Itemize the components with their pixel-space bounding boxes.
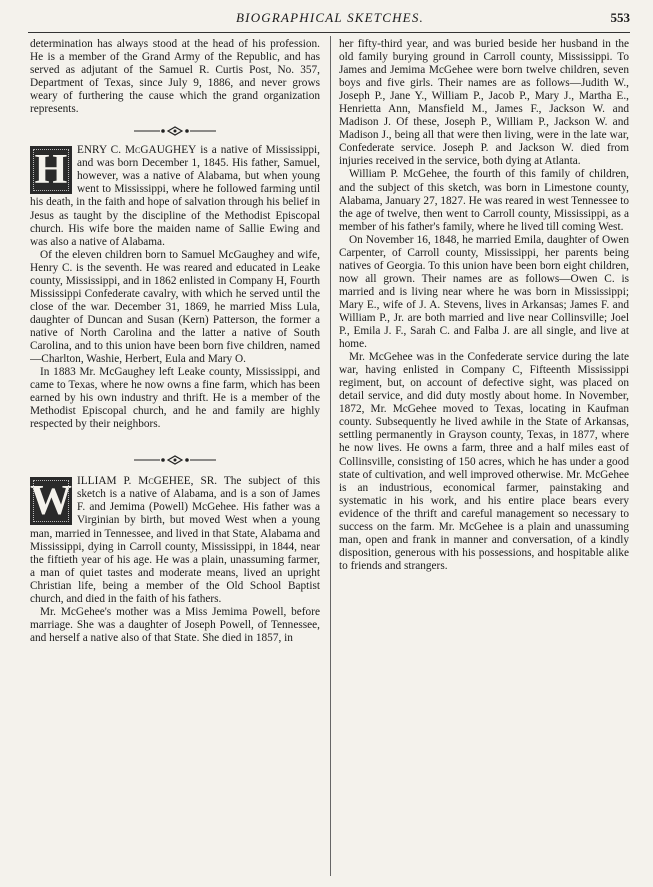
right-column <box>339 38 629 883</box>
paragraph-continuation: determination has always stood at the head of his profession. He is a member of the Grand Army of the Republic, and has served as adjutant of the Samuel R. Curtis Post, No. 357, Department of Texas, since July 9, 1886, and never grows weary of furthering the cause which the grand organization represents. <box>30 38 320 116</box>
section-ornament <box>30 453 320 475</box>
subject-name: ILLIAM P. McGEHEE, SR. <box>77 475 218 488</box>
paragraph: Mr. McGehee was in the Confederate service during the late war, having enlisted in Company C, Fifteenth Mississippi regiment, but, on account of defective sight, was placed on detail service, and did duty mostly about home. In November, 1872, Mr. McGehee moved to Texas, locating in Kaufman county. Subsequently he lived awhile in the State of Arkansas, settling permanently in Grayson county, Texas, in 1877, where he now lives. He owns a farm, three and a half miles east of Collinsville, consisting of 150 acres, which he has under a good state of cultivation, and well improved otherwise. Mr. McGehee is an industrious, economical farmer, painstaking and systematic in his work, and his entire place bears every evidence of the thrift and careful management so necessary to success on the farm. Mr. McGehee is a plain and unassuming man, open and frank in manner and conversation, of a kindly disposition, generous with his possessions, and hospitable alike to friends and strangers. <box>339 351 629 572</box>
left-column <box>30 38 320 883</box>
sketch-william-mcgehee <box>30 475 320 645</box>
paragraph: William P. McGehee, the fourth of this family of children, and the subject of this sketch, was born in Limestone county, Alabama, January 27, 1827. He was reared in west Tennessee to the age of twelve, then went to Carroll county, Mississippi, as a member of his father's family, where he lived till coming West. <box>339 168 629 233</box>
sketch-henry-mcgaughey <box>30 144 320 431</box>
paragraph: In 1883 Mr. McGaughey left Leake county, Mississippi, and came to Texas, where he now owns a fine farm, which has been earned by his own industry and thrift. He is a member of the Methodist Episcopal church, and he and family are highly respected by their neighbors. <box>30 366 320 431</box>
paragraph-text: The subject of this sketch is a native of Alabama, and is a son of James F. and Jemima (Powell) McGehee. His father was a Virginian by birth, but moved West when a young man, married in Tennessee, and lived in that State, Alabama and Mississippi, dying in Carroll county, Mississippi, in 1844, near the fiftieth year of his age. He was a plain, unassuming farmer, a man of quiet tastes and moderate means, lived an upright Christian life, being a member of the Old School Baptist church, and died in the faith of his fathers. <box>30 475 320 605</box>
paragraph-text: is a native of Mississippi, and was born December 1, 1845. His father, Samuel, however, was a native of Alabama, but when young went to Mississippi, where he followed farming until his death, in the faith and hope of salvation through his belief in Jesus as taught by the discipline of the Methodist Episcopal church. His wife bore the maiden name of Sallie Ewing and was also a native of Alabama. <box>30 144 320 248</box>
section-ornament <box>30 116 320 144</box>
spacer <box>30 431 320 453</box>
paragraph: Mr. McGehee's mother was a Miss Jemima Powell, before marriage. She was a daughter of Joseph Powell, of Tennessee, and herself a native also of that State. She died in 1857, in <box>30 605 320 644</box>
page-number: 553 <box>610 10 630 25</box>
dropcap-w: W <box>30 478 72 525</box>
page-header <box>30 8 630 32</box>
paragraph-continuation: her fifty-third year, and was buried beside her husband in the old family burying ground in Carroll county, Mississippi. To James and Jemima McGehee were born twelve children, seven boys and five girls. Their names are as follows—Judith W., Joseph P., Jane Y., William P., Jacob P., Mary J., Martha E., Henrietta Ann, Mansfield M., James F., Jackson W. and Madison J. Of these, Joseph P., William P., Jackson W. and Madison J., being all that were then living, were in the late war, Confederate service. Joseph P. and Jackson W. died from injuries received in the service, both dying at Atlanta. <box>339 38 629 168</box>
ornament-icon <box>130 453 220 465</box>
paragraph: On November 16, 1848, he married Emila, daughter of Owen Carpenter, of Carroll county, Mississippi, her parents being natives of Georgia. To this union have been born eight children, now all grown. Their names are as follows—Owen C. is married and is living near where he was born in Mississippi; Mary E., wife of J. A. Stevens, lives in Arkansas; James F. and William P., Jr. are both married and live near Collinsville; Joel P., Emila J. F., Sarah C. and Falba J. are all single, and live at home. <box>339 233 629 351</box>
paragraph <box>30 475 320 605</box>
running-head: BIOGRAPHICAL SKETCHES. <box>236 10 424 25</box>
header-rule <box>28 32 630 33</box>
ornament-icon <box>130 124 220 136</box>
column-divider <box>330 36 331 876</box>
subject-name: ENRY C. McGAUGHEY <box>77 144 197 157</box>
paragraph: Of the eleven children born to Samuel McGaughey and wife, Henry C. is the seventh. He was reared and educated in Leake county, Mississippi, and in 1862 enlisted in Company H, Fourth Mississippi Confederate cavalry, with which he served until the close of the war. December 31, 1869, he married Miss Lula, daughter of Duncan and Susan (Kern) Patterson, the former a native of North Carolina and the latter a native of South Carolina, and to this union have been born five children, named—Charlton, Washie, Herbert, Eula and Mary O. <box>30 248 320 366</box>
dropcap-h: H <box>30 146 72 194</box>
paragraph <box>30 144 320 248</box>
